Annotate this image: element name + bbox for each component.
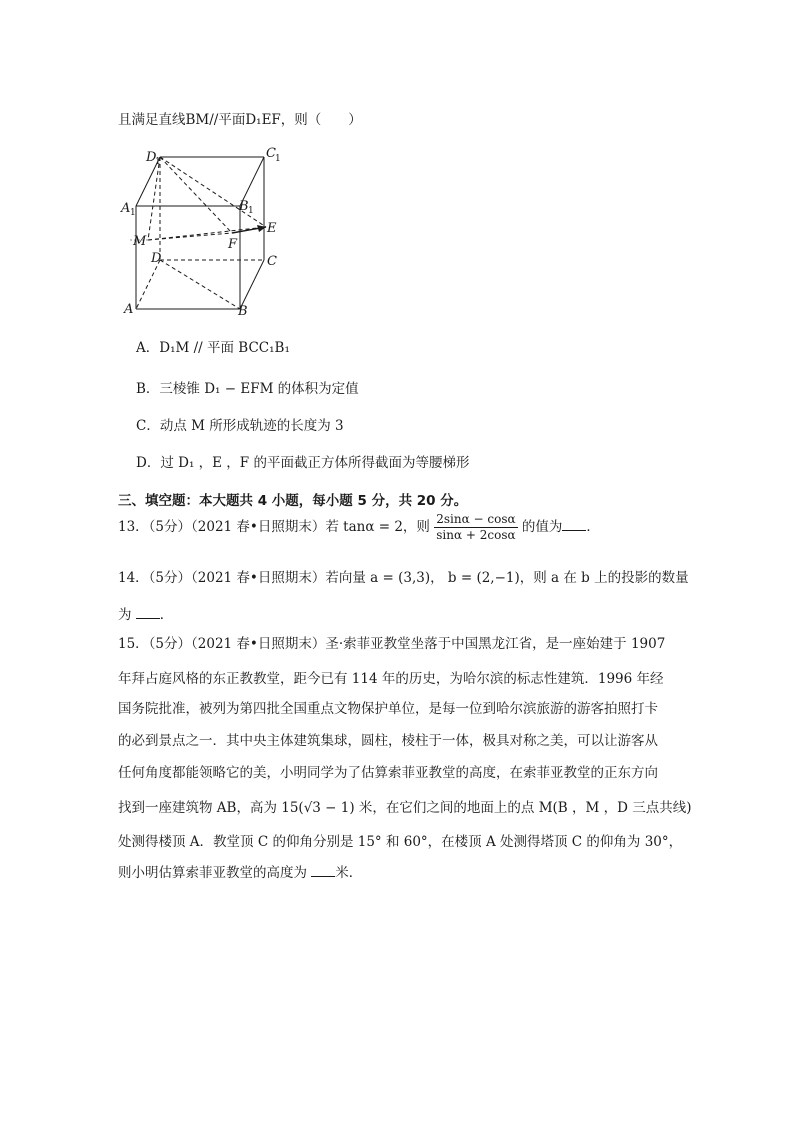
section-heading: 三、填空题：本大题共 4 小题，每小题 5 分，共 20 分。 [118,493,468,509]
label-C1-sub: 1 [275,154,281,164]
q13-fraction [434,512,517,543]
label-D: D [151,251,162,266]
cube-figure [118,145,293,320]
label-F: F [228,237,238,252]
q13-denominator: sinα + 2cosα [436,528,516,542]
q15-line8-suffix: 米． [335,865,363,881]
label-A1-sub: 1 [130,208,136,218]
q15-line8-prefix: 则小明估算索菲亚教堂的高度为 [118,865,307,881]
label-E: E [267,221,277,236]
label-B1: B [239,199,249,214]
label-B: B [238,304,248,319]
label-C1: C [266,146,276,161]
q13-prefix: 13．（5分）（2021 春•日照期末）若 tanα = 2，则 [118,519,430,535]
q12-stem-tail: 且满足直线BM//平面D₁EF，则（ ） [118,112,362,128]
option-c: C．动点 M 所形成轨迹的长度为 3 [136,418,344,434]
q13-suffix: 的值为 [521,519,563,535]
q15-line2: 年拜占庭风格的东正教教堂，距今已有 114 年的历史，为哈尔滨的标志性建筑．1996 年经 [118,671,664,687]
option-d: D．过 D₁ ，E ，F 的平面截正方体所得截面为等腰梯形 [136,455,470,471]
label-M: M [133,234,147,249]
q15-line7: 处测得楼顶 A．教堂顶 C 的仰角分别是 15° 和 60°，在楼顶 A 处测得塔顶 C 的仰角为 30°， [118,834,683,850]
q15-line8 [118,861,362,881]
label-A: A [124,302,134,317]
label-C: C [267,254,277,269]
label-D1: D [146,150,157,165]
q14-answer-blank [136,606,160,619]
option-a: A．D₁M // 平面 BCC₁B₁ [136,340,290,356]
q15-line6: 找到一座建筑物 AB，高为 15(√3 − 1) 米，在它们之间的地面上的点 M(B ，M ，D 三点共线) [118,800,692,816]
q15-line5: 任何角度都能领略它的美，小明同学为了估算索菲亚教堂的高度，在索菲亚教堂的正东方向 [118,765,658,781]
q14-line2-text: 为 [118,607,132,623]
q14-line1: 14．（5分）（2021 春•日照期末）若向量 a = (3,3)， b = (2,−1)，则 a 在 b 上的投影的数量 [118,570,689,586]
option-b: B．三棱锥 D₁ − EFM 的体积为定值 [136,381,359,397]
q15-line3: 国务院批准，被列为第四批全国重点文物保护单位，是每一位到哈尔滨旅游的游客拍照打卡 [118,701,658,717]
q13-answer-blank [562,518,586,531]
q15-line4: 的必到景点之一．其中央主体建筑集球，圆柱，棱柱于一体，极具对称之美，可以让游客从 [118,733,658,749]
label-B1-sub: 1 [248,206,254,216]
label-A1: A [121,201,131,216]
q15-answer-blank [311,864,335,877]
q15-line1: 15．（5分）（2021 春•日照期末）圣·索菲亚教堂坐落于中国黑龙江省，是一座始建于 1907 [118,636,666,652]
question-13: 13．（5分）（2021 春•日照期末）若 tanα = 2，则 $\frac{2\sin\alpha - \cos\alpha}{\sin\alpha + 2\cos\alpha}$ 的值为 ． [118,512,600,542]
q14-line2: 为 ． [118,607,174,623]
label-D1-sub: 1 [155,157,161,167]
q13-numerator: 2sinα − cosα [436,512,516,526]
